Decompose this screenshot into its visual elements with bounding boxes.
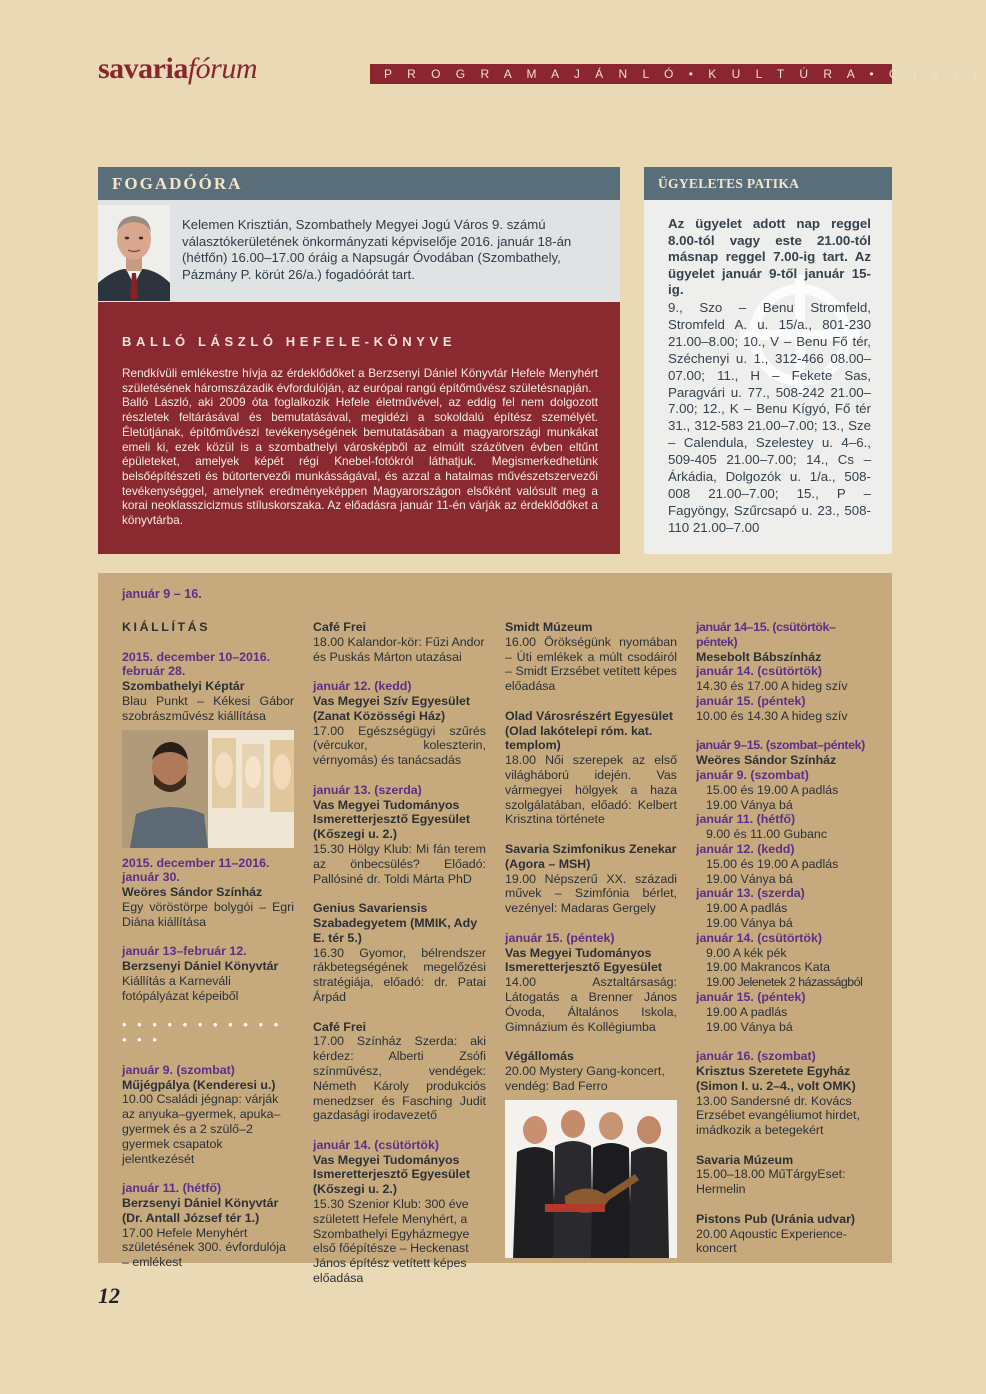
event-text: 10.00 és 14.30 A hideg szív (696, 708, 848, 723)
header-tagline: P R O G R A M A J Á N L Ó • K U L T Ú R A • C I V I L (384, 67, 986, 81)
logo-right: fórum (187, 52, 258, 85)
event-venue: Vas Megyei Tudományos Ismeretterjesztő Egyesület (Kőszegi u. 2.) (313, 797, 471, 842)
event-date: január 15. (péntek) (505, 930, 615, 945)
event-venue: Café Frei (313, 620, 367, 634)
event-date: január 11. (hétfő) (122, 1181, 222, 1196)
event-text: 17.00 Egészségügyi szűrés (vércukor, koleszterin, vérnyomás) és tanácsadás (313, 723, 486, 768)
event-date: január 15. (péntek) (696, 989, 806, 1004)
fogadoora-heading: FOGADÓÓRA (98, 167, 620, 200)
event-venue: Smidt Múzeum (505, 620, 593, 634)
patika-heading: ÜGYELETES PATIKA (644, 167, 892, 200)
event-text: 19.00 Népszerű XX. századi művek – Szimfónia bérlet, vezényel: Madaras Gergely (505, 871, 677, 916)
event-text: 17.00 Színház Szerda: aki kérdez: Alberti Zsófi színművész, vendégek: Németh Károly produkciós menedzser és Fasching Judit gazdasági irodavezető (313, 1034, 486, 1123)
event-date: január 14. (csütörtök) (696, 664, 822, 679)
dotted-divider: • • • • • • • • • • • • • • (122, 1017, 282, 1048)
event-venue: Savaria Múzeum (696, 1152, 794, 1167)
header-tagline-bar (370, 64, 986, 84)
event-date: január 15. (péntek) (696, 693, 806, 708)
event-text: 19.00 Jelenetek 2 házasságból (706, 975, 863, 990)
page-number: 12 (98, 1283, 120, 1308)
event-text: 15.30 Hölgy Klub: Mi fán terem az önbecsülés? Előadó: Pallósiné dr. Toldi Márta PhD (313, 841, 486, 886)
event-text: 19.00 A padlás (706, 901, 788, 916)
event-text: 16.00 Örökségünk nyomában – Úti emlékek a múlt csodáiról – Smidt Erzsébet vetített képes előadása (505, 634, 677, 694)
program-column-4 (696, 620, 868, 1256)
event-venue: Berzsenyi Dániel Könyvtár (122, 959, 279, 974)
event-date: január 14. (csütörtök) (313, 1137, 439, 1152)
event-venue: Vas Megyei Szív Egyesület (Zanat Közösségi Ház) (313, 693, 471, 723)
event-text: 20.00 Aqoustic Experience-koncert (696, 1226, 847, 1256)
event-text: 10.00 Családi jégnap: várják az anyuka–gyermek, apuka–gyermek és a 2 szülő–2 gyermek csapatok jelentkezését (122, 1092, 281, 1166)
patika-intro: Az ügyelet adott nap reggel 8.00-tól vagy este 21.00-tól másnap reggel 7.00-ig tart. Az ügyelet január 9-től január 15-ig. (668, 216, 871, 298)
event-venue: Pistons Pub (Uránia udvar) (696, 1211, 856, 1226)
event-text: 19.00 Ványa bá (706, 1019, 793, 1034)
event-text: 9.00 és 11.00 Gubanc (706, 827, 828, 842)
event-venue: Vas Megyei Tudományos Ismeretterjesztő Egyesület (505, 945, 663, 975)
event-date: 2015. december 11–2016. január 30. (122, 855, 270, 885)
event-venue: Végállomás (505, 1049, 574, 1064)
event-text: 18.00 Női szerepek az első világháború idején. Vas vármegyei hölgyek a haza szolgálatában, előadó: Kelbert Krisztina története (505, 753, 677, 827)
event-text: 17.00 Hefele Menyhért születésének 300. évfordulója – emlékest (122, 1225, 286, 1270)
event-venue: Mesebolt Bábszínház (696, 649, 822, 664)
event-date: január 9. (szombat) (696, 767, 809, 782)
event-text: 9.00 A kék pék (706, 945, 787, 960)
ballo-paragraph-2: Balló László, aki 2009 óta foglalkozik Hefele életművével, az eddig fel nem dolgozott részletek feltárásával és bemutatásával, megidézi a sokoldalú építész személyét. Életútjának, építőművészi tevékenységének bemutatásában a magyarországi munkákat emeli ki, ezek közül is a szombathelyi városképből az elmúlt százötven évben eltűnt épületeket, amelyek képét régi Knebel-fotókról láthatjuk. Megismerkedhetünk belsőépítészeti és bútortervezői munkásságával, és azzal a hatalmas művészetszervezői tevékenységgel, amelynek eredményeképpen Magyarországon elsőként valósult meg a korai neoklasszicizmus stíluskorszaka. Az előadásra január 11-én várják az érdeklődőket a könyvtárba. (122, 395, 598, 528)
kiallitas-heading: KIÁLLÍTÁS (122, 620, 211, 634)
event-venue: Weöres Sándor Színház (696, 753, 837, 768)
event-text: 19.00 Ványa bá (706, 915, 793, 930)
savaria-forum-logo (98, 52, 257, 86)
event-text: Blau Punkt – Kékesi Gábor szobrászművész kiállítása (122, 693, 294, 723)
portrait-photo (98, 205, 170, 301)
event-venue: Krisztus Szeretete Egyház (Simon I. u. 2–4., volt OMK) (696, 1063, 856, 1093)
event-date: január 11. (hétfő) (696, 812, 796, 827)
event-date: január 16. (szombat) (696, 1049, 816, 1064)
event-date: január 12. (kedd) (313, 679, 412, 694)
event-venue: Berzsenyi Dániel Könyvtár (Dr. Antall József tér 1.) (122, 1195, 279, 1225)
program-date-range: január 9 – 16. (122, 587, 202, 601)
patika-list: 9., Szo – Benu Stromfeld, Stromfeld A. u. 15/a., 801-230 21.00–8.00; 10., V – Benu Fő tér, Széchenyi u. 1., 312-466 08.00–07.00; 11., H – Fekete Sas, Paragvári u. 77., 508-242 21.00–7.00; 12., K – Benu Kígyó, Fő tér 31., 312-583 21.00–7.00; 13., Sze – Calendula, Szelestey u. 4–6., 509-405 21.00–7.00; 14., Cs – Árkádia, Dolgozók u. 1/a., 508-008 21.00–7.00; 15., P – Fagyöngy, Szűrcsapó u. 23., 508-110 21.00–7.00 (668, 300, 871, 535)
event-date: január 13. (szerda) (313, 782, 422, 797)
event-text: 19.00 Makrancos Kata (706, 960, 830, 975)
event-text: 19.00 Ványa bá (706, 871, 793, 886)
event-text: 15.00–18.00 MűTárgyEset: Hermelin (696, 1167, 846, 1197)
band-photo (505, 1100, 677, 1258)
event-text: 15.00 és 19.00 A padlás (706, 856, 839, 871)
event-venue: Savaria Szimfonikus Zenekar (Agora – MSH) (505, 841, 677, 871)
ballo-article (122, 366, 598, 528)
event-text: 20.00 Mystery Gang-koncert, vendég: Bad Ferro (505, 1063, 665, 1093)
event-venue: Szombathelyi Képtár (122, 679, 245, 694)
event-text: 16.30 Gyomor, bélrendszer rákbetegségének megelőzési stratégiája, előadó: dr. Patai Árpád (313, 945, 486, 1004)
logo-left: savaria (98, 52, 188, 85)
event-venue: Vas Megyei Tudományos Ismeretterjesztő Egyesület (Kőszegi u. 2.) (313, 1152, 471, 1197)
event-text: 19.00 A padlás (706, 1004, 788, 1019)
event-text: 15.00 és 19.00 A padlás (706, 782, 839, 797)
exhibition-photo (122, 730, 294, 848)
event-text: 14.30 és 17.00 A hideg szív (696, 679, 848, 694)
event-text: 18.00 Kalandor-kör: Fűzi Andor és Puskás Márton utazásai (313, 634, 485, 664)
event-date: január 14. (csütörtök) (696, 930, 822, 945)
event-date: január 13–február 12. (122, 944, 247, 959)
event-date: január 12. (kedd) (696, 841, 795, 856)
ballo-title: BALLÓ LÁSZLÓ HEFELE-KÖNYVE (122, 334, 457, 349)
event-date: január 9–15. (szombat–péntek) (696, 738, 865, 753)
event-text: Egy vöröstörpe bolygói – Egri Diána kiállítása (122, 899, 294, 929)
event-venue: Műjégpálya (Kenderesi u.) (122, 1077, 276, 1092)
event-text: 15.30 Szenior Klub: 300 éve született Hefele Menyhért, a Szombathelyi Egyházmegye első főépítésze – Heckenast János építész vetített képes előadása (313, 1197, 470, 1286)
event-venue: Olad Városrészért Egyesület (Olad lakótelepi róm. kat. templom) (505, 708, 674, 753)
event-text: Kiállítás a Karneváli fotópályázat képeiből (122, 973, 239, 1003)
event-date: január 13. (szerda) (696, 886, 805, 901)
event-date: 2015. december 10–2016. február 28. (122, 649, 271, 679)
event-date: január 9. (szombat) (122, 1062, 235, 1077)
program-column-3 (505, 620, 677, 1258)
event-venue: Weöres Sándor Színház (122, 885, 263, 900)
event-venue: Genius Savariensis Szabadegyetem (MMIK, Ady E. tér 5.) (313, 901, 478, 945)
event-text: 14.00 Asztaltársaság: Látogatás a Brenner János Óvoda, Általános Iskola, Gimnázium és Kollégiumba (505, 975, 677, 1034)
program-column-2 (313, 620, 486, 1286)
event-date: január 14–15. (csütörtök–péntek) (696, 620, 836, 649)
event-venue: Café Frei (313, 1019, 367, 1034)
fogadoora-text: Kelemen Krisztián, Szombathely Megyei Jogú Város 9. számú választókerületének önkormányzati képviselője 2016. január 18-án (hétfőn) 16.00–17.00 óráig a Napsugár Óvodában (Szombathely, Pázmány P. körút 26/a.) fogadóórát tart. (182, 217, 572, 282)
ballo-paragraph-1: Rendkívüli emlékestre hívja az érdeklődőket a Berzsenyi Dániel Könyvtár Hefele Menyhért születésének háromszázadik évfordulóján, az európai rangú építőművész születésnapján. (122, 366, 598, 395)
event-text: 19.00 Ványa bá (706, 797, 793, 812)
event-text: 13.00 Sandersné dr. Kovács Erzsébet evangéliumot hirdet, imádkozik a betegekért (696, 1093, 860, 1138)
program-column-1 (122, 620, 294, 1270)
